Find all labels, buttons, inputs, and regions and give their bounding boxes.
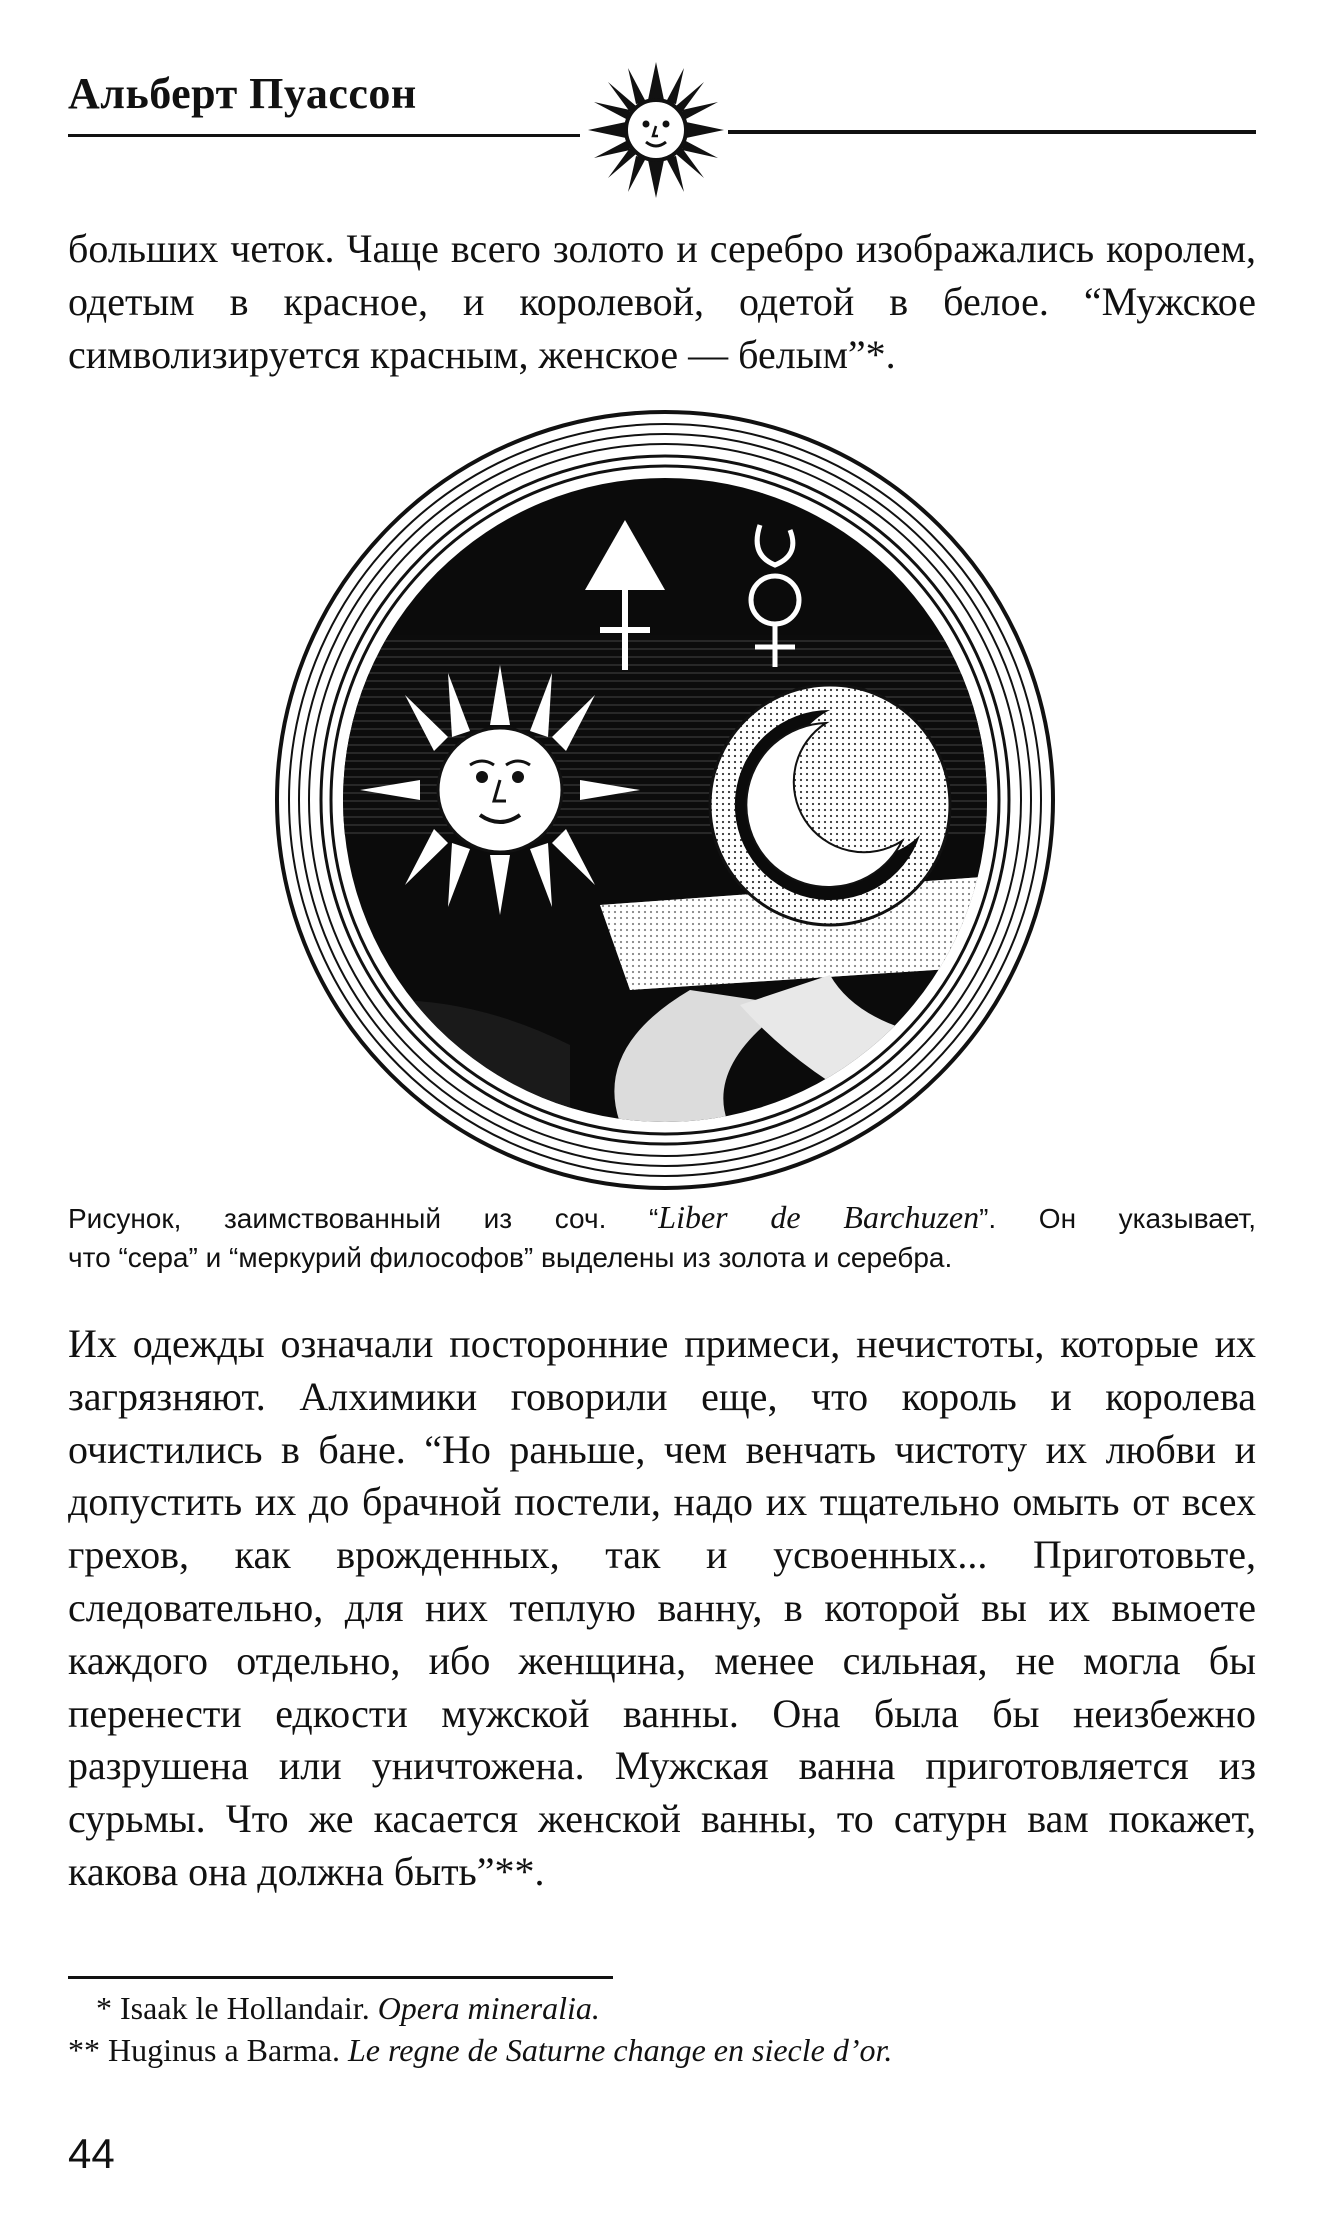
caption-line-2: что “сера” и “меркурий философов” выделены из золота и серебра. (68, 1242, 953, 1273)
running-header-author: Альберт Пуассон (68, 69, 417, 118)
footnote-work: Le regne de Saturne change en siecle d’or. (347, 2032, 893, 2068)
footnote-author: Isaak le Hollandair. (120, 1990, 370, 2026)
footnote-rule (68, 1976, 613, 1979)
footnote-1 (96, 1988, 600, 2028)
page-number: 44 (68, 2130, 115, 2177)
header-rule-right (728, 130, 1256, 134)
caption-prefix: Рисунок, заимствованный из соч. “ (68, 1203, 659, 1234)
footnote-marker: ** (68, 2032, 100, 2068)
figure-caption (68, 1198, 1256, 1277)
footnote-2 (68, 2030, 892, 2070)
footnote-work: Opera mineralia. (377, 1990, 600, 2026)
intro-paragraph: больших четок. Чаще всего золото и серебро изображались королем, одетым в красное, и королевой, одетой в белое. “Мужское символизируется красным, женское — белым”*. (68, 226, 1256, 377)
caption-title: Liber de Barchuzen (658, 1199, 980, 1235)
body-paragraph: Их одежды означали посторонние примеси, нечистоты, которые их загрязняют. Алхимики говорили еще, что король и королева очистились в бане. “Но раньше, чем венчать чистоту их любви и допустить их до брачной постели, надо их тщательно омыть от всех грехов, как врожденных, так и усвоенных... Приготовьте, следовательно, для них теплую ванну, в которой вы их вымоете каждого отдельно, ибо женщина, менее сильная, не могла бы перенести едкости мужской ванны. Она была бы неизбежно разрушена или уничтожена. Мужская ванна приготовляется из сурьмы. Что же касается женской ванны, то сатурн вам покажет, какова она должна быть”**. (68, 1321, 1256, 1894)
header-rule-left (68, 134, 580, 137)
footnote-marker: * (96, 1990, 112, 2026)
sun-face-emblem-icon (586, 60, 726, 200)
caption-suffix: ”. Он указывает, (979, 1203, 1256, 1234)
alchemical-engraving (270, 405, 1060, 1195)
footnote-author: Huginus a Barma. (108, 2032, 340, 2068)
